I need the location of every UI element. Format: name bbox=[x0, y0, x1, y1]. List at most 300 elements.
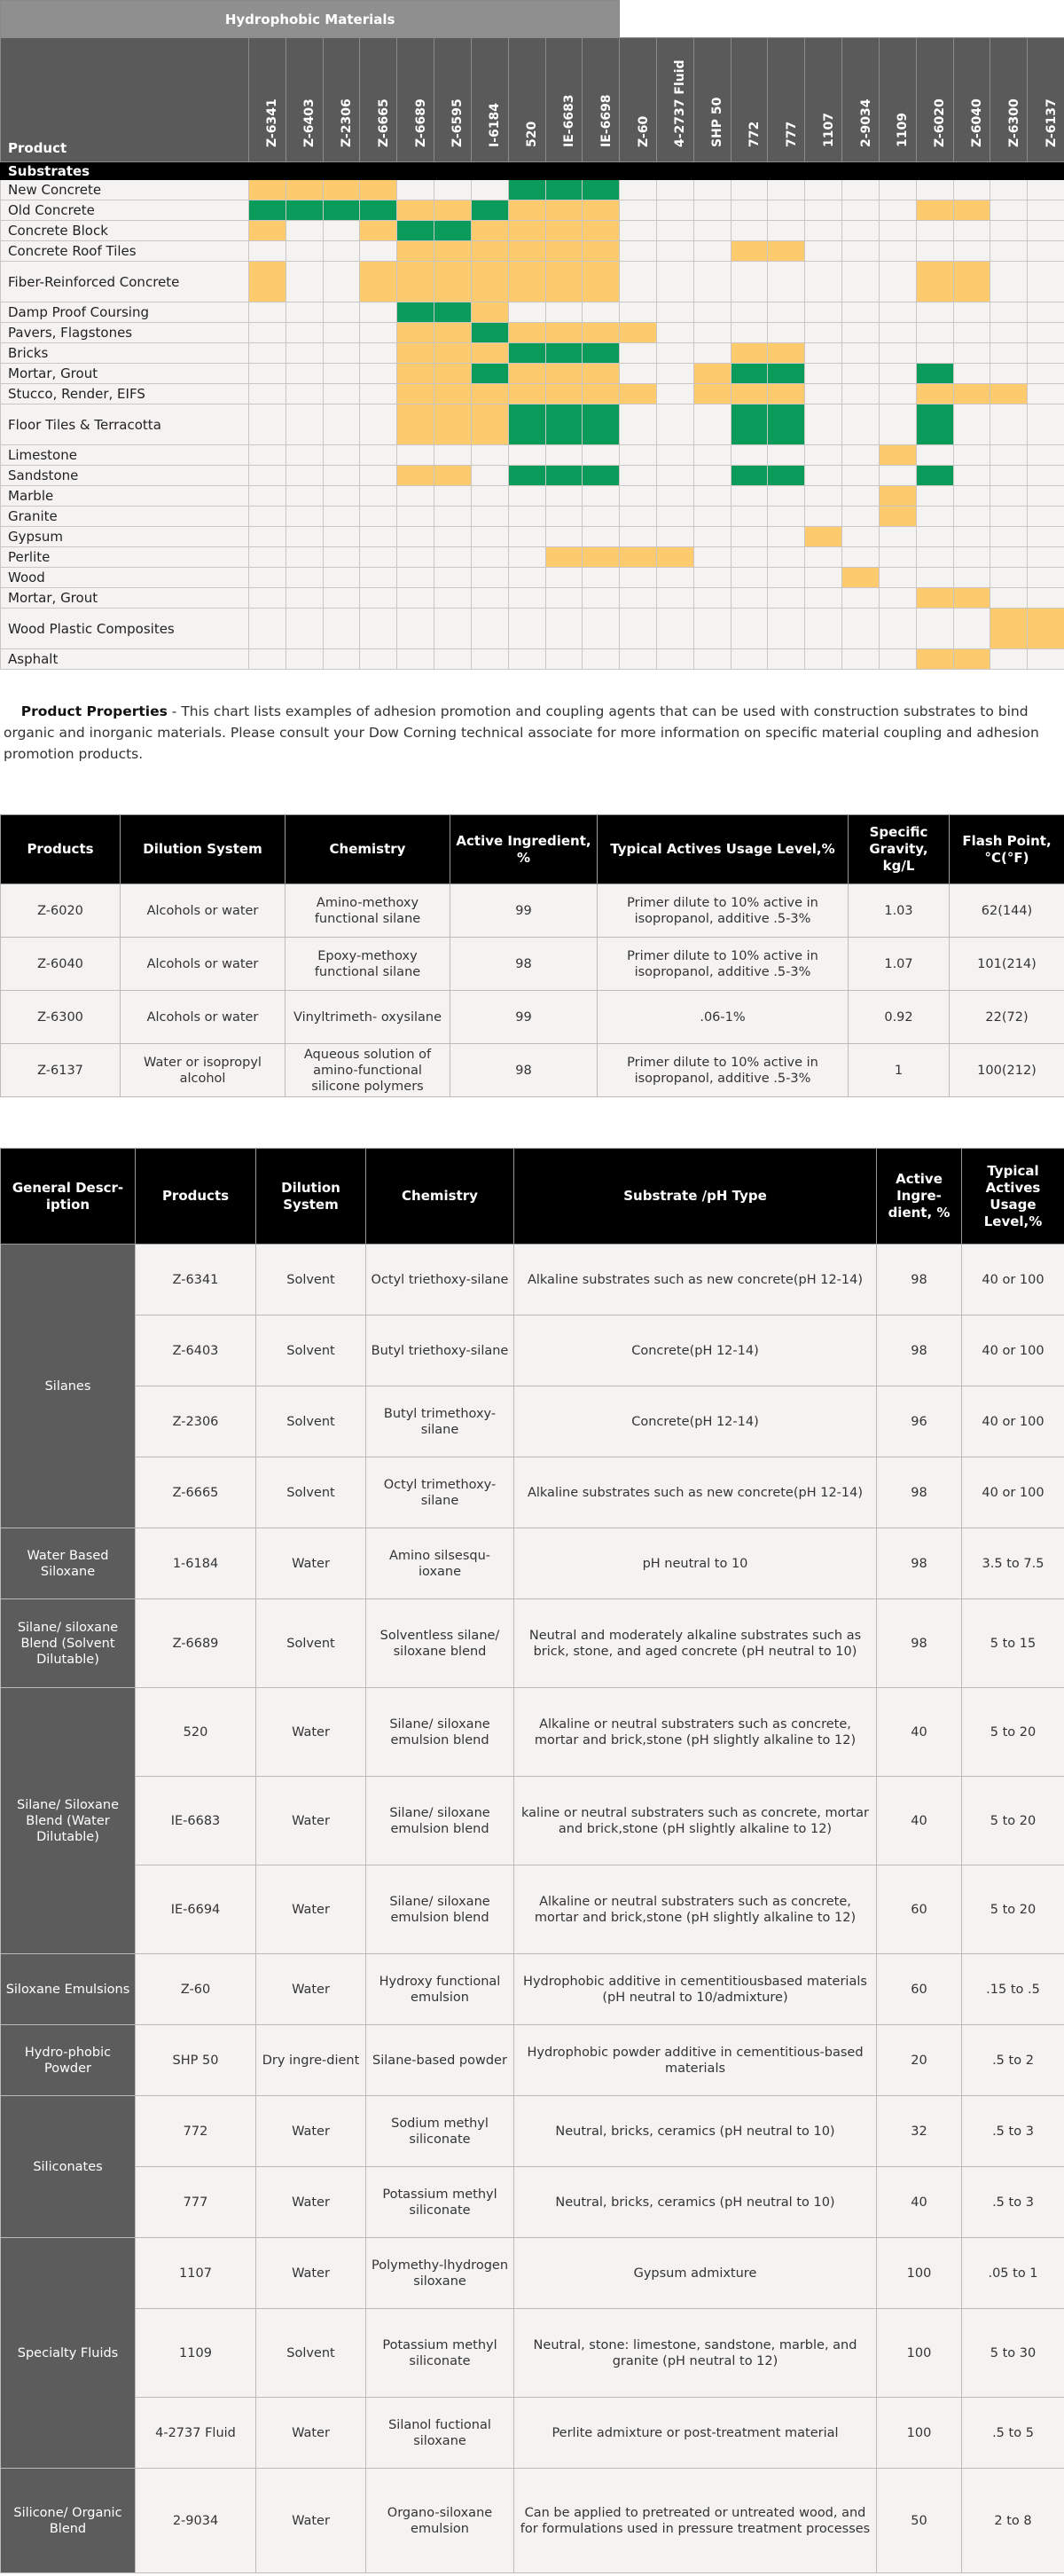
table-cell: Z-2306 bbox=[136, 1386, 256, 1457]
cell-empty bbox=[916, 527, 953, 547]
cell-empty bbox=[842, 466, 880, 486]
header-cell: Dilution System bbox=[121, 815, 286, 884]
table-cell: Neutral and moderately alkaline substrates such as brick, stone, and aged concrete (pH neutral to 10) bbox=[514, 1599, 877, 1688]
substrate-row bbox=[1, 466, 1064, 486]
cell-empty bbox=[471, 588, 508, 609]
cell-empty bbox=[471, 568, 508, 588]
table-cell: Water or isopropyl alcohol bbox=[121, 1044, 286, 1097]
cell-empty bbox=[1028, 588, 1064, 609]
table-cell: .05 to 1 bbox=[962, 2238, 1064, 2309]
cell-empty bbox=[731, 547, 768, 568]
table-cell: Water bbox=[256, 1528, 366, 1599]
product-row bbox=[1, 1865, 1064, 1954]
cell-suitable bbox=[879, 507, 916, 527]
product-row bbox=[1, 2469, 1064, 2573]
table-cell: Solvent bbox=[256, 2309, 366, 2398]
product-column-label: Z-6665 bbox=[376, 98, 391, 147]
table-cell: 22(72) bbox=[950, 991, 1064, 1044]
header-cell: Dilution System bbox=[256, 1149, 366, 1245]
cell-suitable bbox=[916, 588, 953, 609]
table-cell: 99 bbox=[450, 991, 598, 1044]
table-cell: 1 bbox=[849, 1044, 950, 1097]
product-row bbox=[1, 1044, 1064, 1097]
cell-suitable bbox=[545, 221, 583, 241]
cell-empty bbox=[360, 588, 397, 609]
cell-empty bbox=[916, 445, 953, 466]
substrate-name: Fiber-Reinforced Concrete bbox=[1, 262, 249, 302]
cell-empty bbox=[842, 547, 880, 568]
substrate-name: Concrete Block bbox=[1, 221, 249, 241]
cell-empty bbox=[879, 241, 916, 262]
cell-suitable bbox=[397, 241, 434, 262]
table-cell: Silane/ siloxane emulsion blend bbox=[366, 1777, 514, 1865]
substrate-row bbox=[1, 241, 1064, 262]
table-cell: Alkaline substrates such as new concrete(pH 12-14) bbox=[514, 1457, 877, 1528]
cell-empty bbox=[434, 588, 472, 609]
cell-empty bbox=[842, 323, 880, 343]
cell-empty bbox=[323, 568, 360, 588]
cell-empty bbox=[953, 364, 990, 384]
cell-empty bbox=[1028, 343, 1064, 364]
product-column-z-60 bbox=[620, 38, 657, 162]
cell-empty bbox=[323, 323, 360, 343]
table-cell: 2 to 8 bbox=[962, 2469, 1064, 2573]
table-cell: Alcohols or water bbox=[121, 991, 286, 1044]
table-cell: 40 bbox=[877, 2167, 962, 2238]
table-cell: 1.07 bbox=[849, 938, 950, 991]
cell-empty bbox=[768, 445, 805, 466]
table-cell: Alkaline substrates such as new concrete(pH 12-14) bbox=[514, 1245, 877, 1315]
cell-suitable bbox=[583, 200, 620, 221]
cell-empty bbox=[842, 200, 880, 221]
cell-empty bbox=[360, 364, 397, 384]
group-label: Silicone/ Organic Blend bbox=[1, 2469, 136, 2573]
cell-empty bbox=[286, 262, 323, 302]
substrate-name: Limestone bbox=[1, 445, 249, 466]
cell-empty bbox=[693, 180, 731, 200]
cell-empty bbox=[990, 649, 1028, 670]
group-label: Hydro-phobic Powder bbox=[1, 2025, 136, 2096]
table-cell: Sodium methyl siliconate bbox=[366, 2096, 514, 2167]
cell-empty bbox=[249, 609, 286, 649]
cell-empty bbox=[990, 568, 1028, 588]
cell-empty bbox=[1028, 527, 1064, 547]
product-column-label: I-6184 bbox=[488, 103, 503, 147]
substrate-row bbox=[1, 323, 1064, 343]
cell-empty bbox=[953, 241, 990, 262]
substrate-name: Gypsum bbox=[1, 527, 249, 547]
table-cell: 40 or 100 bbox=[962, 1315, 1064, 1386]
product-row bbox=[1, 2238, 1064, 2309]
cell-recommended bbox=[508, 466, 545, 486]
cell-suitable bbox=[471, 221, 508, 241]
cell-empty bbox=[731, 302, 768, 323]
table-cell: 1107 bbox=[136, 2238, 256, 2309]
cell-empty bbox=[805, 568, 842, 588]
cell-recommended bbox=[323, 200, 360, 221]
cell-suitable bbox=[916, 262, 953, 302]
cell-empty bbox=[1028, 364, 1064, 384]
header-cell: General Descr-iption bbox=[1, 1149, 136, 1245]
cell-suitable bbox=[545, 200, 583, 221]
substrate-name: Mortar, Grout bbox=[1, 364, 249, 384]
cell-empty bbox=[990, 221, 1028, 241]
cell-empty bbox=[693, 200, 731, 221]
cell-empty bbox=[731, 180, 768, 200]
cell-empty bbox=[990, 445, 1028, 466]
cell-empty bbox=[731, 486, 768, 507]
cell-empty bbox=[545, 568, 583, 588]
product-row bbox=[1, 884, 1064, 938]
cell-empty bbox=[990, 507, 1028, 527]
cell-empty bbox=[805, 364, 842, 384]
cell-empty bbox=[842, 262, 880, 302]
cell-suitable bbox=[545, 384, 583, 404]
product-column-772 bbox=[731, 38, 768, 162]
cell-empty bbox=[657, 404, 694, 445]
table-cell: Solventless silane/ siloxane blend bbox=[366, 1599, 514, 1688]
cell-suitable bbox=[397, 466, 434, 486]
cell-empty bbox=[471, 547, 508, 568]
cell-empty bbox=[990, 262, 1028, 302]
cell-empty bbox=[657, 200, 694, 221]
cell-suitable bbox=[471, 241, 508, 262]
cell-empty bbox=[805, 547, 842, 568]
group-label: Silane/ siloxane Blend (Solvent Dilutable) bbox=[1, 1599, 136, 1688]
table-cell: Water bbox=[256, 1954, 366, 2025]
cell-empty bbox=[471, 507, 508, 527]
cell-suitable bbox=[805, 527, 842, 547]
substrate-row bbox=[1, 302, 1064, 323]
cell-empty bbox=[249, 527, 286, 547]
cell-empty bbox=[768, 609, 805, 649]
cell-suitable bbox=[916, 384, 953, 404]
substrate-row bbox=[1, 262, 1064, 302]
table-cell: 772 bbox=[136, 2096, 256, 2167]
table-cell: .06-1% bbox=[598, 991, 849, 1044]
substrate-row bbox=[1, 547, 1064, 568]
header-cell: Chemistry bbox=[286, 815, 450, 884]
cell-empty bbox=[323, 262, 360, 302]
cell-suitable bbox=[693, 364, 731, 384]
substrate-row bbox=[1, 200, 1064, 221]
cell-empty bbox=[620, 262, 657, 302]
product-row bbox=[1, 2096, 1064, 2167]
cell-empty bbox=[842, 221, 880, 241]
cell-empty bbox=[249, 241, 286, 262]
cell-empty bbox=[508, 507, 545, 527]
cell-suitable bbox=[397, 343, 434, 364]
cell-empty bbox=[397, 486, 434, 507]
cell-empty bbox=[360, 568, 397, 588]
cell-empty bbox=[879, 221, 916, 241]
product-column-label: Z-6595 bbox=[450, 98, 466, 147]
table-cell: 40 bbox=[877, 1777, 962, 1865]
cell-empty bbox=[805, 445, 842, 466]
table-cell: Water bbox=[256, 2096, 366, 2167]
cell-empty bbox=[1028, 568, 1064, 588]
cell-empty bbox=[1028, 466, 1064, 486]
product-row bbox=[1, 1457, 1064, 1528]
table-cell: 1-6184 bbox=[136, 1528, 256, 1599]
product-column-z-6403 bbox=[286, 38, 323, 162]
cell-empty bbox=[916, 568, 953, 588]
product-column-ie-6683 bbox=[545, 38, 583, 162]
substrate-row bbox=[1, 384, 1064, 404]
cell-empty bbox=[1028, 302, 1064, 323]
table-cell: Alkaline or neutral substraters such as concrete, mortar and brick,stone (pH slightly alkaline to 12) bbox=[514, 1688, 877, 1777]
cell-empty bbox=[583, 302, 620, 323]
cell-empty bbox=[693, 241, 731, 262]
table-cell: 1.03 bbox=[849, 884, 950, 938]
cell-recommended bbox=[286, 200, 323, 221]
cell-empty bbox=[434, 649, 472, 670]
cell-recommended bbox=[545, 343, 583, 364]
cell-empty bbox=[879, 200, 916, 221]
cell-empty bbox=[249, 547, 286, 568]
cell-suitable bbox=[397, 364, 434, 384]
cell-empty bbox=[508, 588, 545, 609]
hydrophobic-materials-table bbox=[0, 1148, 1064, 2573]
cell-empty bbox=[693, 649, 731, 670]
cell-empty bbox=[360, 445, 397, 466]
cell-suitable bbox=[842, 568, 880, 588]
table-cell: IE-6694 bbox=[136, 1865, 256, 1954]
cell-suitable bbox=[990, 609, 1028, 649]
cell-empty bbox=[768, 547, 805, 568]
substrate-name: Floor Tiles & Terracotta bbox=[1, 404, 249, 445]
table-cell: 60 bbox=[877, 1865, 962, 1954]
cell-suitable bbox=[397, 384, 434, 404]
cell-empty bbox=[768, 180, 805, 200]
cell-empty bbox=[249, 445, 286, 466]
cell-empty bbox=[990, 404, 1028, 445]
table-cell: Silane/ siloxane emulsion blend bbox=[366, 1865, 514, 1954]
table-cell: Perlite admixture or post-treatment material bbox=[514, 2398, 877, 2469]
header-cell: Flash Point, °C(°F) bbox=[950, 815, 1064, 884]
product-column-z-6300 bbox=[990, 38, 1028, 162]
cell-empty bbox=[583, 588, 620, 609]
product-column-1109 bbox=[879, 38, 916, 162]
cell-empty bbox=[1028, 445, 1064, 466]
cell-empty bbox=[842, 486, 880, 507]
product-column-label: Z-6689 bbox=[413, 98, 428, 147]
header-cell: Typical Actives Usage Level,% bbox=[962, 1149, 1064, 1245]
table-cell: Concrete(pH 12-14) bbox=[514, 1315, 877, 1386]
cell-suitable bbox=[360, 221, 397, 241]
cell-suitable bbox=[471, 343, 508, 364]
cell-empty bbox=[471, 466, 508, 486]
cell-empty bbox=[842, 343, 880, 364]
substrate-name: Perlite bbox=[1, 547, 249, 568]
table-cell: Vinyltrimeth- oxysilane bbox=[286, 991, 450, 1044]
cell-suitable bbox=[731, 241, 768, 262]
substrate-row bbox=[1, 507, 1064, 527]
cell-empty bbox=[768, 507, 805, 527]
cell-recommended bbox=[731, 404, 768, 445]
cell-empty bbox=[731, 323, 768, 343]
cell-empty bbox=[657, 221, 694, 241]
product-column-label: 772 bbox=[747, 121, 763, 147]
table-cell: .5 to 2 bbox=[962, 2025, 1064, 2096]
substrate-row bbox=[1, 568, 1064, 588]
cell-empty bbox=[990, 527, 1028, 547]
cell-empty bbox=[286, 486, 323, 507]
cell-suitable bbox=[397, 200, 434, 221]
cell-suitable bbox=[583, 221, 620, 241]
product-row bbox=[1, 1954, 1064, 2025]
cell-empty bbox=[879, 364, 916, 384]
cell-empty bbox=[842, 527, 880, 547]
table-cell: Organo-siloxane emulsion bbox=[366, 2469, 514, 2573]
substrate-row bbox=[1, 180, 1064, 200]
cell-suitable bbox=[397, 262, 434, 302]
product-column-777 bbox=[768, 38, 805, 162]
cell-empty bbox=[805, 241, 842, 262]
product-column-z-6341 bbox=[249, 38, 286, 162]
header-cell: Specific Gravity, kg/L bbox=[849, 815, 950, 884]
table-cell: 32 bbox=[877, 2096, 962, 2167]
cell-empty bbox=[1028, 649, 1064, 670]
table-cell: Hydrophobic powder additive in cementitious-based materials bbox=[514, 2025, 877, 2096]
cell-empty bbox=[693, 568, 731, 588]
product-column-4-2737-fluid bbox=[657, 38, 694, 162]
product-row bbox=[1, 991, 1064, 1044]
product-column-label: IE-6683 bbox=[561, 94, 576, 147]
substrate-name: Marble bbox=[1, 486, 249, 507]
cell-empty bbox=[879, 568, 916, 588]
cell-suitable bbox=[583, 384, 620, 404]
product-column-z-6665 bbox=[360, 38, 397, 162]
table-cell: .5 to 5 bbox=[962, 2398, 1064, 2469]
cell-empty bbox=[1028, 200, 1064, 221]
substrate-row bbox=[1, 364, 1064, 384]
table-cell: 100 bbox=[877, 2398, 962, 2469]
group-label: Silane/ Siloxane Blend (Water Dilutable) bbox=[1, 1688, 136, 1954]
cell-empty bbox=[842, 507, 880, 527]
table-cell: .5 to 3 bbox=[962, 2167, 1064, 2238]
cell-empty bbox=[953, 609, 990, 649]
cell-empty bbox=[805, 588, 842, 609]
cell-empty bbox=[286, 588, 323, 609]
product-row bbox=[1, 1315, 1064, 1386]
cell-suitable bbox=[583, 547, 620, 568]
product-column-label: 1109 bbox=[896, 113, 911, 147]
cell-recommended bbox=[583, 180, 620, 200]
cell-empty bbox=[693, 445, 731, 466]
cell-suitable bbox=[768, 384, 805, 404]
substrate-row bbox=[1, 445, 1064, 466]
cell-empty bbox=[916, 302, 953, 323]
table-cell: Dry ingre-dient bbox=[256, 2025, 366, 2096]
cell-empty bbox=[953, 547, 990, 568]
header-cell: Typical Actives Usage Level,% bbox=[598, 815, 849, 884]
product-column-1107 bbox=[805, 38, 842, 162]
table-cell: 5 to 30 bbox=[962, 2309, 1064, 2398]
cell-empty bbox=[286, 343, 323, 364]
cell-empty bbox=[953, 404, 990, 445]
cell-empty bbox=[434, 609, 472, 649]
cell-suitable bbox=[545, 364, 583, 384]
cell-empty bbox=[620, 221, 657, 241]
cell-empty bbox=[842, 445, 880, 466]
cell-empty bbox=[545, 527, 583, 547]
cell-empty bbox=[916, 323, 953, 343]
table-cell: 40 or 100 bbox=[962, 1386, 1064, 1457]
cell-suitable bbox=[768, 343, 805, 364]
cell-empty bbox=[323, 466, 360, 486]
cell-empty bbox=[693, 466, 731, 486]
cell-suitable bbox=[508, 241, 545, 262]
group-label: Siliconates bbox=[1, 2096, 136, 2238]
table-cell: Solvent bbox=[256, 1245, 366, 1315]
product-row bbox=[1, 2025, 1064, 2096]
cell-empty bbox=[657, 588, 694, 609]
cell-suitable bbox=[397, 323, 434, 343]
cell-recommended bbox=[545, 466, 583, 486]
cell-suitable bbox=[583, 241, 620, 262]
cell-empty bbox=[583, 527, 620, 547]
cell-empty bbox=[471, 649, 508, 670]
cell-empty bbox=[323, 486, 360, 507]
cell-suitable bbox=[916, 649, 953, 670]
substrate-name: Concrete Roof Tiles bbox=[1, 241, 249, 262]
cell-empty bbox=[286, 323, 323, 343]
cell-empty bbox=[323, 649, 360, 670]
cell-empty bbox=[286, 445, 323, 466]
product-column-label: IE-6698 bbox=[598, 94, 614, 147]
cell-empty bbox=[805, 649, 842, 670]
cell-empty bbox=[657, 302, 694, 323]
cell-empty bbox=[657, 609, 694, 649]
cell-empty bbox=[1028, 486, 1064, 507]
table-cell: 520 bbox=[136, 1688, 256, 1777]
cell-recommended bbox=[731, 466, 768, 486]
cell-suitable bbox=[879, 486, 916, 507]
cell-empty bbox=[805, 180, 842, 200]
table-cell: 50 bbox=[877, 2469, 962, 2573]
cell-empty bbox=[323, 364, 360, 384]
cell-empty bbox=[731, 527, 768, 547]
cell-recommended bbox=[508, 404, 545, 445]
product-column-i-6184 bbox=[471, 38, 508, 162]
cell-empty bbox=[286, 364, 323, 384]
cell-empty bbox=[620, 527, 657, 547]
cell-empty bbox=[620, 200, 657, 221]
cell-empty bbox=[953, 302, 990, 323]
product-column-label: Z-2306 bbox=[340, 98, 355, 147]
cell-suitable bbox=[434, 364, 472, 384]
cell-empty bbox=[508, 302, 545, 323]
cell-empty bbox=[805, 302, 842, 323]
cell-empty bbox=[768, 588, 805, 609]
table-cell: 1109 bbox=[136, 2309, 256, 2398]
table-cell: 5 to 20 bbox=[962, 1865, 1064, 1954]
cell-empty bbox=[397, 180, 434, 200]
product-column-label: 2-9034 bbox=[858, 98, 873, 147]
substrate-row bbox=[1, 609, 1064, 649]
cell-empty bbox=[731, 649, 768, 670]
cell-empty bbox=[693, 547, 731, 568]
cell-suitable bbox=[508, 200, 545, 221]
cell-suitable bbox=[471, 302, 508, 323]
cell-suitable bbox=[1028, 609, 1064, 649]
cell-empty bbox=[434, 507, 472, 527]
cell-empty bbox=[916, 343, 953, 364]
substrate-name: Granite bbox=[1, 507, 249, 527]
product-column-520 bbox=[508, 38, 545, 162]
cell-empty bbox=[879, 343, 916, 364]
